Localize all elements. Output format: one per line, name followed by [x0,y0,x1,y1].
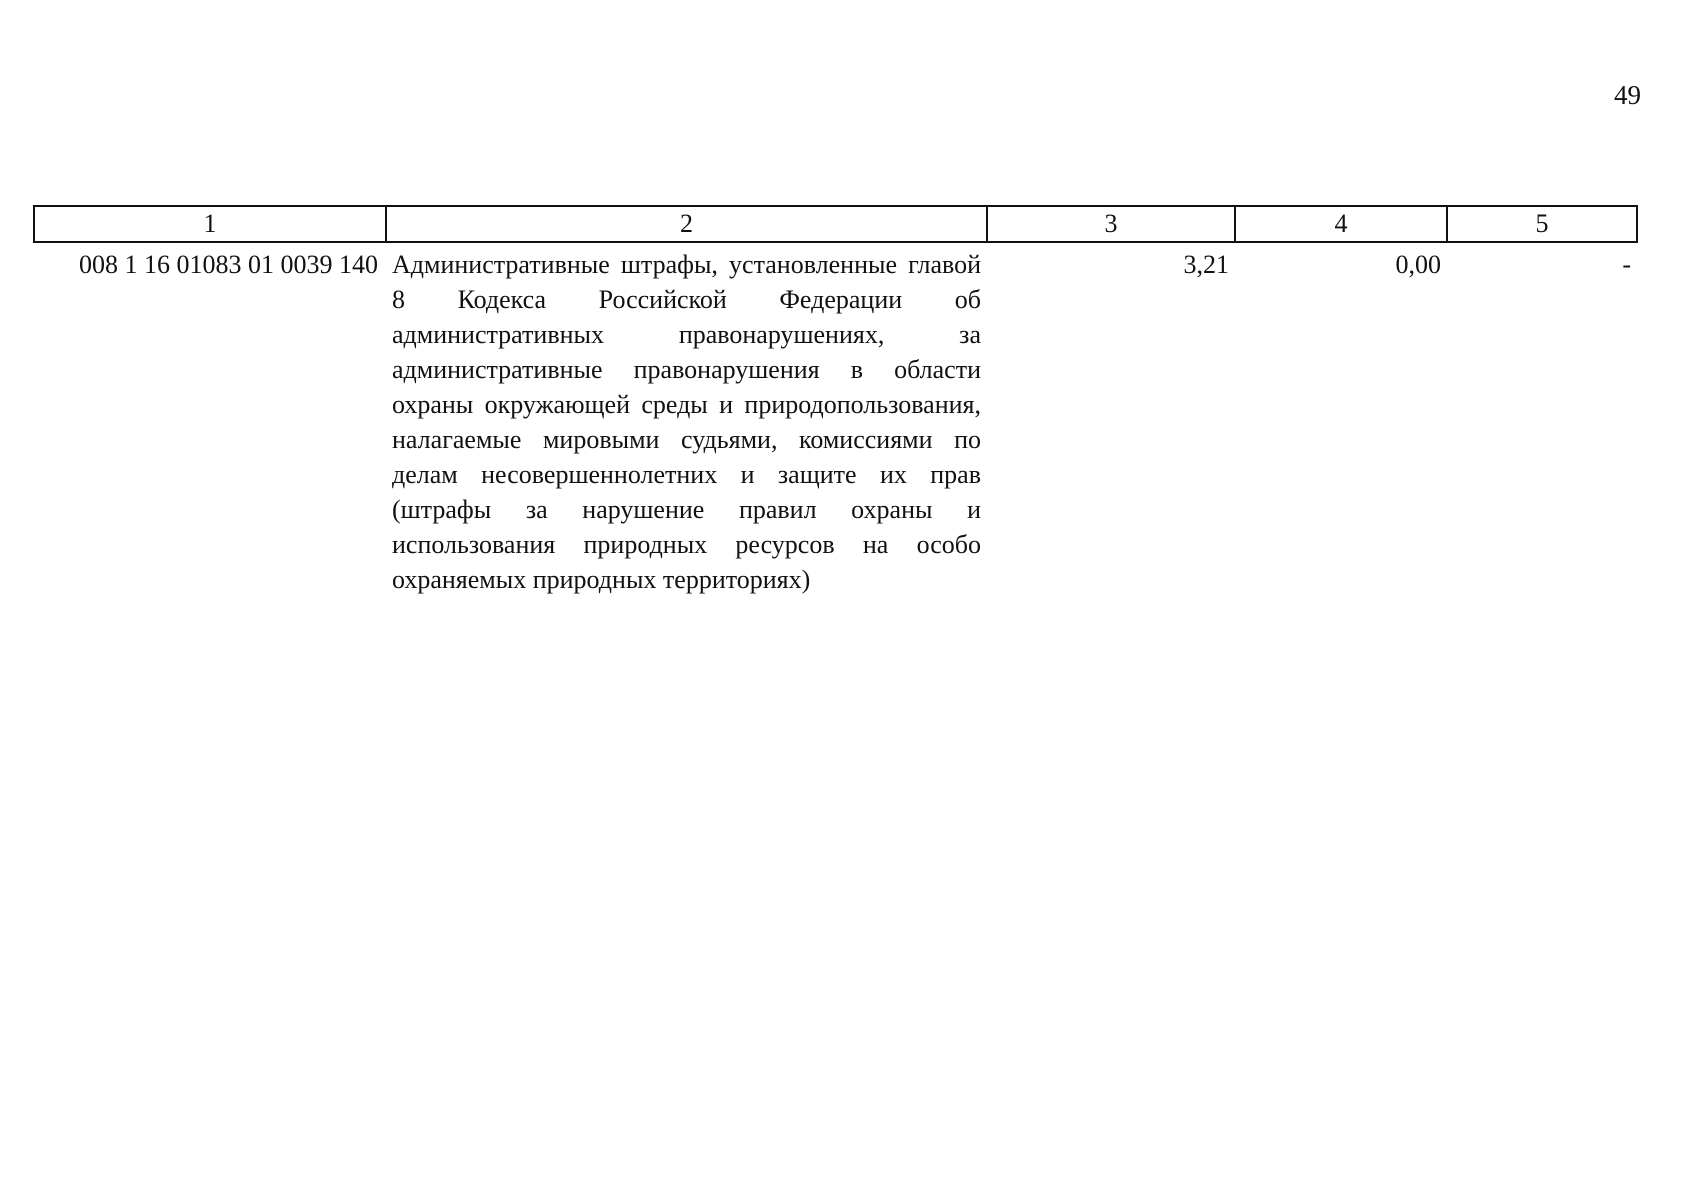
table-row [34,242,1637,597]
value-col-3: 3,21 [1183,250,1229,279]
value-col-5: - [1622,250,1631,279]
table-body [34,242,1637,597]
header-col-5: 5 [1447,206,1637,242]
page-number: 49 [1614,80,1641,110]
header-col-2: 2 [386,206,987,242]
header-row [34,206,1637,242]
revenue-name: Административные штрафы, установленные главой 8 Кодекса Российской Федерации об административных правонарушениях, за административные правонарушения в области охраны окружающей среды и природопользования, налагаемые мировыми судьями, комиссиями по делам несовершеннолетних и защите их прав (штрафы за нарушение правил охраны и использования природных ресурсов на особо охраняемых природных территориях) [392,250,981,594]
header-col-4: 4 [1235,206,1447,242]
budget-classification-code: 008 1 16 01083 01 0039 140 [79,250,378,279]
value-col-4: 0,00 [1395,250,1441,279]
revenue-table [33,205,1638,597]
table-header [34,206,1637,242]
header-col-1: 1 [34,206,386,242]
header-col-3: 3 [987,206,1235,242]
